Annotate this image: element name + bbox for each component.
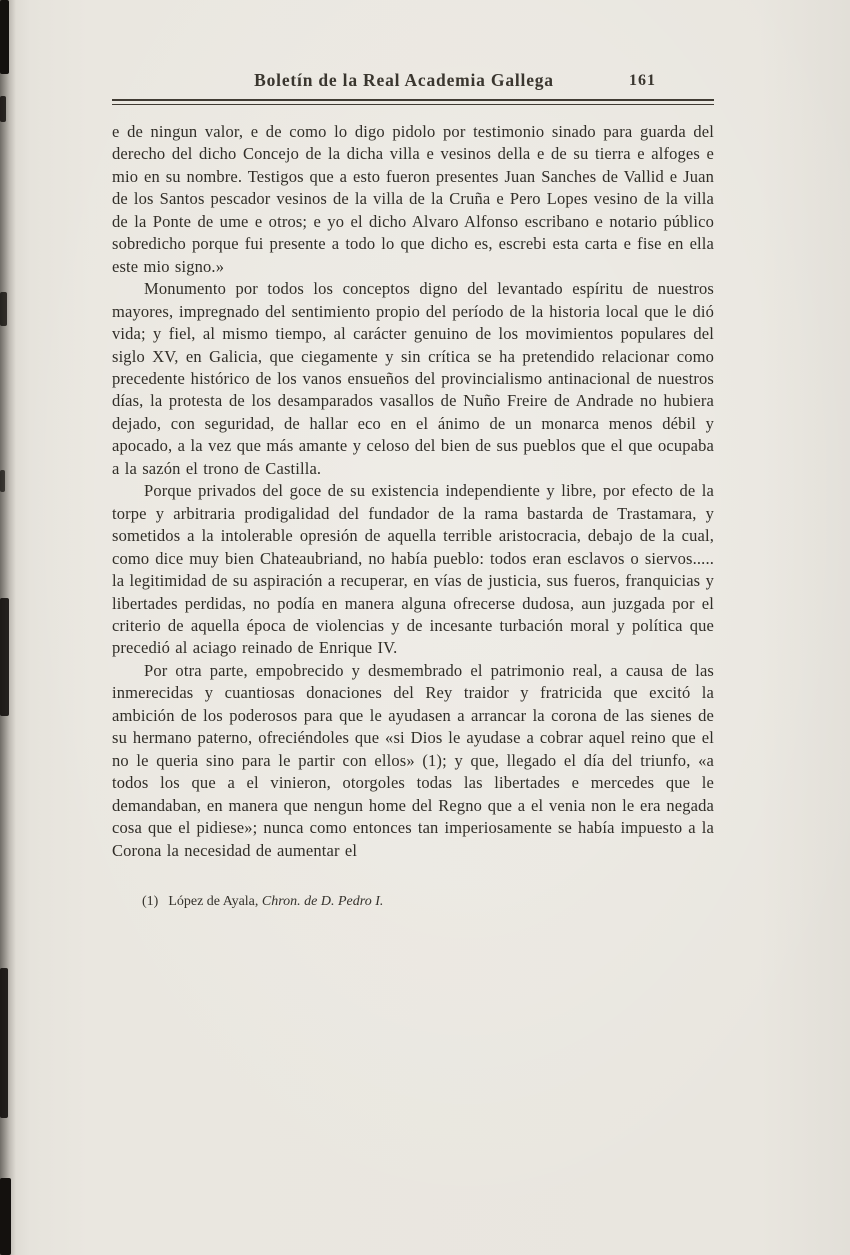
page-header (112, 70, 714, 96)
body-text (112, 121, 714, 862)
page-number: 161 (629, 72, 656, 89)
scan-artifact (0, 0, 9, 74)
footnote-marker: (1) (142, 893, 159, 909)
scan-artifact (0, 598, 9, 716)
journal-title: Boletín de la Real Academia Gallega (254, 70, 554, 90)
body-paragraph-2: Monumento por todos los conceptos digno del levantado espíritu de nuestros mayores, impregnado del sentimiento propio del período de la historia local que le dió vida; y fiel, al mismo tiempo, al carácter genuino de los movimientos populares del siglo XV, en Galicia, que ciegamente y sin crítica se ha pretendido relacionar como precedente histórico de los vanos ensueños del provincialismo antinacional de nuestros días, la protesta de los desamparados vasallos de Nuño Freire de Andrade no hubiera dejado, con seguridad, de hallar eco en el ánimo de un monarca menos débil y apocado, a la vez que más amante y celoso del bien de sus pueblos que el que ocupaba a la sazón el trono de Castilla. (112, 279, 714, 478)
scan-artifact (0, 968, 8, 1118)
scan-artifact (0, 292, 7, 326)
footnote-author: López de Ayala, (168, 893, 262, 909)
body-paragraph-4: Por otra parte, empobrecido y desmembrado el patrimonio real, a causa de las inmerecidas y cuantiosas donaciones del Rey traidor y fratricida que excitó la ambición de los poderosos para que le ayudasen a arrancar la corona de las sienes de su hermano paterno, ofreciéndoles que «si Dios le ayudase a cobrar aquel reino que el no le queria sino para le partir con ellos» (1); y que, llegado el día del triunfo, «a todos los que a el vinieron, otorgoles todas las libertades e mercedes que le demandaban, en manera que nengun home del Regno que a el venia non le era negada cosa que el pidiese»; nunca como entonces tan imperiosamente se había impuesto a la Corona la necesidad de aumentar el (112, 660, 714, 860)
body-paragraph-1: e de ningun valor, e de como lo digo pidolo por testimonio sinado para guarda del derecho del dicho Concejo de la dicha villa e vesinos della e de su tierra e alfoges e mio en su nombre. Testigos que a esto fueron presentes Juan Sanches de Vallid e Juan de los Santos pescador vesinos de la villa de la Cruña e Pero Lopes vesino de la villa de la Ponte de ume e otros; e yo el dicho Alvaro Alfonso escribano e notario público sobredicho porque fui presente a todo lo que dicho es, escrebi esta carta e fise en ella este mio signo.» (112, 122, 714, 276)
page-content (112, 70, 714, 910)
body-paragraph-3: Porque privados del goce de su existencia independiente y libre, por efecto de la torpe y arbitraria prodigalidad del fundador de la rama bastarda de Trastamara, y sometidos a la intolerable opresión de aquella terrible aristocracia, debajo de la cual, como dice muy bien Chateaubriand, no había pueblo: todos eran esclavos o siervos..... la legitimidad de su aspiración a recuperar, en vías de justicia, sus fueros, franquicias y libertades perdidas, no podía en manera alguna ofrecerse dudosa, aun juzgada por el criterio de aquella época de violencias y de incesante turbación moral y política que precedió al aciago reinado de Enrique IV. (112, 481, 714, 658)
scan-artifact (0, 470, 5, 492)
scan-artifact (0, 1178, 11, 1255)
footnote (112, 894, 714, 910)
header-double-rule (112, 99, 714, 105)
footnote-work-title: Chron. de D. Pedro I. (261, 893, 384, 909)
scan-artifact (0, 96, 6, 122)
